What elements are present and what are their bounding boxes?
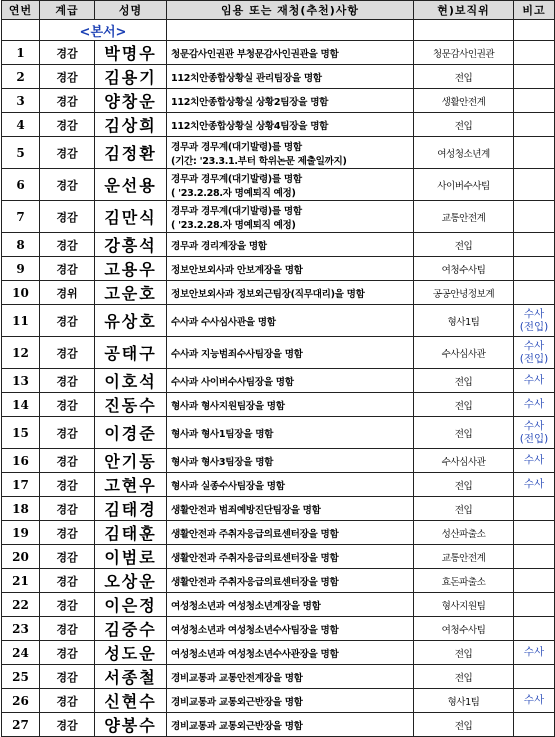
row-name: 신현수 xyxy=(95,689,167,713)
row-number: 1 xyxy=(2,41,40,65)
row-current-position: 수사심사관 xyxy=(414,449,514,473)
row-appointment xyxy=(167,281,414,305)
row-appointment xyxy=(167,369,414,393)
table-row xyxy=(2,257,555,281)
row-current-position: 여성청소년계 xyxy=(414,137,514,169)
row-current-position: 공공안녕정보계 xyxy=(414,281,514,305)
row-grade: 경감 xyxy=(40,689,95,713)
row-appointment xyxy=(167,65,414,89)
row-grade: 경감 xyxy=(40,593,95,617)
row-current-position: 교통안전계 xyxy=(414,545,514,569)
row-remark xyxy=(514,665,555,689)
row-remark xyxy=(514,569,555,593)
row-appointment xyxy=(167,169,414,201)
header-no: 연번 xyxy=(2,1,40,20)
row-grade: 경감 xyxy=(40,393,95,417)
row-name: 안기동 xyxy=(95,449,167,473)
row-number: 27 xyxy=(2,713,40,737)
row-appointment xyxy=(167,89,414,113)
row-remark xyxy=(514,593,555,617)
row-number: 7 xyxy=(2,201,40,233)
row-remark xyxy=(514,201,555,233)
row-appointment xyxy=(167,449,414,473)
row-number: 4 xyxy=(2,113,40,137)
row-number: 6 xyxy=(2,169,40,201)
appointment-line: 경무과 경무계(대기발령)를 명함 xyxy=(171,173,302,185)
row-name: 김상희 xyxy=(95,113,167,137)
table-row xyxy=(2,233,555,257)
remark-line: 수사 xyxy=(523,478,545,490)
row-appointment xyxy=(167,337,414,369)
row-name: 운선용 xyxy=(95,169,167,201)
row-number: 3 xyxy=(2,89,40,113)
row-grade: 경감 xyxy=(40,545,95,569)
remark-line: 수사 xyxy=(523,374,545,386)
row-name: 진동수 xyxy=(95,393,167,417)
row-remark xyxy=(514,617,555,641)
row-remark xyxy=(514,89,555,113)
row-appointment xyxy=(167,497,414,521)
row-grade: 경감 xyxy=(40,137,95,169)
table-row xyxy=(2,169,555,201)
row-appointment xyxy=(167,113,414,137)
row-current-position: 전입 xyxy=(414,665,514,689)
row-remark xyxy=(514,169,555,201)
appointment-line: 여성청소년과 여성청소년계장을 명함 xyxy=(171,600,321,612)
row-number: 15 xyxy=(2,417,40,449)
appointment-line: 형사과 형사1팀장을 명함 xyxy=(171,428,274,440)
row-current-position: 성산파출소 xyxy=(414,521,514,545)
row-grade: 경위 xyxy=(40,281,95,305)
section-row xyxy=(2,20,555,41)
row-appointment xyxy=(167,665,414,689)
row-grade: 경감 xyxy=(40,233,95,257)
row-name: 김만식 xyxy=(95,201,167,233)
table-row xyxy=(2,137,555,169)
row-remark xyxy=(514,233,555,257)
table-row xyxy=(2,593,555,617)
table-row xyxy=(2,545,555,569)
table-row xyxy=(2,281,555,305)
row-grade: 경감 xyxy=(40,417,95,449)
row-name: 김정환 xyxy=(95,137,167,169)
remark-line: 수사 xyxy=(523,454,545,466)
row-grade: 경감 xyxy=(40,41,95,65)
table-row xyxy=(2,641,555,665)
appointment-line: 청문감사인권관 부청문감사인권관을 명함 xyxy=(171,48,339,60)
row-number: 9 xyxy=(2,257,40,281)
remark-line: 수사 xyxy=(523,339,545,352)
row-number: 18 xyxy=(2,497,40,521)
row-grade: 경감 xyxy=(40,497,95,521)
row-current-position: 형사지원팀 xyxy=(414,593,514,617)
header-appointment: 임용 또는 재청(추천)사항 xyxy=(167,1,414,20)
row-current-position: 전입 xyxy=(414,369,514,393)
row-remark xyxy=(514,713,555,737)
table-row xyxy=(2,689,555,713)
table-row xyxy=(2,497,555,521)
row-appointment xyxy=(167,713,414,737)
row-number: 10 xyxy=(2,281,40,305)
row-remark xyxy=(514,257,555,281)
row-number: 17 xyxy=(2,473,40,497)
row-name: 공태구 xyxy=(95,337,167,369)
appointment-line: 형사과 형사지원팀장을 명함 xyxy=(171,400,285,412)
row-name: 김태경 xyxy=(95,497,167,521)
appointment-line: 112치안종합상황실 상황2팀장을 명함 xyxy=(171,96,329,108)
row-grade: 경감 xyxy=(40,569,95,593)
row-number: 14 xyxy=(2,393,40,417)
table-row xyxy=(2,449,555,473)
row-remark xyxy=(514,473,555,497)
header-name: 성명 xyxy=(95,1,167,20)
row-grade: 경감 xyxy=(40,713,95,737)
table-row xyxy=(2,369,555,393)
row-number: 8 xyxy=(2,233,40,257)
row-appointment xyxy=(167,641,414,665)
row-name: 김태훈 xyxy=(95,521,167,545)
row-number: 13 xyxy=(2,369,40,393)
row-name: 양창운 xyxy=(95,89,167,113)
row-number: 21 xyxy=(2,569,40,593)
row-current-position: 전입 xyxy=(414,417,514,449)
row-current-position: 효돈파출소 xyxy=(414,569,514,593)
appointment-line: 생활안전과 범죄예방진단팀장을 명함 xyxy=(171,504,321,516)
row-current-position: 사이버수사팀 xyxy=(414,169,514,201)
row-current-position: 청문감사인권관 xyxy=(414,41,514,65)
row-name: 이경준 xyxy=(95,417,167,449)
row-remark xyxy=(514,417,555,449)
row-grade: 경감 xyxy=(40,521,95,545)
row-remark xyxy=(514,305,555,337)
row-name: 성도운 xyxy=(95,641,167,665)
row-current-position: 형사1팀 xyxy=(414,305,514,337)
table-row xyxy=(2,201,555,233)
row-grade: 경감 xyxy=(40,617,95,641)
appointment-line: ( '23.2.28.자 명예퇴직 예정) xyxy=(171,187,296,199)
row-appointment xyxy=(167,233,414,257)
row-remark xyxy=(514,449,555,473)
row-name: 고용우 xyxy=(95,257,167,281)
row-appointment xyxy=(167,593,414,617)
appointment-line: 정보안보외사과 안보계장을 명함 xyxy=(171,264,303,276)
row-grade: 경감 xyxy=(40,65,95,89)
row-number: 22 xyxy=(2,593,40,617)
row-grade: 경감 xyxy=(40,369,95,393)
table-row xyxy=(2,569,555,593)
remark-line: (전입) xyxy=(519,320,549,333)
row-remark xyxy=(514,521,555,545)
row-remark xyxy=(514,641,555,665)
table-row xyxy=(2,337,555,369)
row-number: 2 xyxy=(2,65,40,89)
table-row xyxy=(2,665,555,689)
row-grade: 경감 xyxy=(40,113,95,137)
table-row xyxy=(2,473,555,497)
header-current-position: 현)보직위 xyxy=(414,1,514,20)
row-number: 23 xyxy=(2,617,40,641)
row-appointment xyxy=(167,257,414,281)
row-current-position: 생활안전계 xyxy=(414,89,514,113)
appointment-line: 생활안전과 주취자응급의료센터장을 명함 xyxy=(171,576,339,588)
appointment-line: 수사과 지능범죄수사팀장을 명함 xyxy=(171,348,303,360)
row-grade: 경감 xyxy=(40,337,95,369)
row-appointment xyxy=(167,617,414,641)
row-appointment xyxy=(167,417,414,449)
row-appointment xyxy=(167,393,414,417)
appointment-table xyxy=(1,0,555,737)
appointment-line: 생활안전과 주취자응급의료센터장을 명함 xyxy=(171,528,339,540)
table-row xyxy=(2,305,555,337)
row-number: 5 xyxy=(2,137,40,169)
appointment-line: 정보안보외사과 정보외근팀장(직무대리)을 명함 xyxy=(171,288,365,300)
row-current-position: 전입 xyxy=(414,713,514,737)
row-remark xyxy=(514,393,555,417)
row-remark xyxy=(514,41,555,65)
row-current-position: 전입 xyxy=(414,393,514,417)
appointment-line: 경비교통과 교통외근반장을 명함 xyxy=(171,720,303,732)
appointment-line: 형사과 실종수사팀장을 명함 xyxy=(171,480,285,492)
appointment-line: 경무과 경무계(대기발령)를 명함 xyxy=(171,205,302,217)
row-grade: 경감 xyxy=(40,257,95,281)
row-appointment xyxy=(167,689,414,713)
row-remark xyxy=(514,137,555,169)
row-remark xyxy=(514,113,555,137)
appointment-line: ( '23.2.28.자 명예퇴직 예정) xyxy=(171,219,296,231)
row-name: 서종철 xyxy=(95,665,167,689)
row-current-position: 전입 xyxy=(414,497,514,521)
row-name: 김용기 xyxy=(95,65,167,89)
row-name: 강흥석 xyxy=(95,233,167,257)
row-number: 25 xyxy=(2,665,40,689)
appointment-line: 수사과 사이버수사팀장을 명함 xyxy=(171,376,294,388)
remark-line: (전입) xyxy=(519,432,549,445)
row-name: 이호석 xyxy=(95,369,167,393)
row-grade: 경감 xyxy=(40,473,95,497)
row-appointment xyxy=(167,569,414,593)
appointment-line: 경무과 경리계장을 명함 xyxy=(171,240,267,252)
row-current-position: 형사1팀 xyxy=(414,689,514,713)
row-name: 오상운 xyxy=(95,569,167,593)
table-row xyxy=(2,41,555,65)
table-row xyxy=(2,713,555,737)
row-number: 11 xyxy=(2,305,40,337)
row-grade: 경감 xyxy=(40,449,95,473)
row-name: 박명우 xyxy=(95,41,167,65)
row-appointment xyxy=(167,521,414,545)
row-grade: 경감 xyxy=(40,665,95,689)
row-name: 양봉수 xyxy=(95,713,167,737)
row-current-position: 전입 xyxy=(414,233,514,257)
appointment-line: 생활안전과 주취자응급의료센터장을 명함 xyxy=(171,552,339,564)
row-remark xyxy=(514,497,555,521)
row-current-position: 전입 xyxy=(414,641,514,665)
row-grade: 경감 xyxy=(40,641,95,665)
remark-line: 수사 xyxy=(523,398,545,410)
row-grade: 경감 xyxy=(40,89,95,113)
table-row xyxy=(2,521,555,545)
row-name: 고운호 xyxy=(95,281,167,305)
row-remark xyxy=(514,65,555,89)
row-appointment xyxy=(167,473,414,497)
remark-line: 수사 xyxy=(523,694,545,706)
row-grade: 경감 xyxy=(40,201,95,233)
row-grade: 경감 xyxy=(40,305,95,337)
row-name: 이범로 xyxy=(95,545,167,569)
header-remark: 비고 xyxy=(514,1,555,20)
remark-line: (전입) xyxy=(519,352,549,365)
appointment-line: 형사과 형사3팀장을 명함 xyxy=(171,456,274,468)
row-name: 이은정 xyxy=(95,593,167,617)
table-row xyxy=(2,393,555,417)
appointment-line: 수사과 수사심사관을 명함 xyxy=(171,316,276,328)
remark-line: 수사 xyxy=(523,307,545,320)
row-current-position: 전입 xyxy=(414,113,514,137)
row-current-position: 여청수사팀 xyxy=(414,617,514,641)
row-remark xyxy=(514,545,555,569)
section-label: <본서> xyxy=(40,20,167,41)
row-name: 유상호 xyxy=(95,305,167,337)
row-number: 20 xyxy=(2,545,40,569)
table-row xyxy=(2,113,555,137)
appointment-line: 여성청소년과 여성청소년수사관장을 명함 xyxy=(171,648,339,660)
row-remark xyxy=(514,689,555,713)
table-row xyxy=(2,65,555,89)
row-number: 16 xyxy=(2,449,40,473)
row-current-position: 수사심사관 xyxy=(414,337,514,369)
appointment-line: 경비교통과 교통외근반장을 명함 xyxy=(171,696,303,708)
row-remark xyxy=(514,281,555,305)
row-current-position: 전입 xyxy=(414,473,514,497)
row-name: 고현우 xyxy=(95,473,167,497)
row-number: 19 xyxy=(2,521,40,545)
row-grade: 경감 xyxy=(40,169,95,201)
row-appointment xyxy=(167,545,414,569)
row-number: 24 xyxy=(2,641,40,665)
remark-line: 수사 xyxy=(523,646,545,658)
header-grade: 계급 xyxy=(40,1,95,20)
row-appointment xyxy=(167,41,414,65)
table-row xyxy=(2,89,555,113)
appointment-line: 112치안종합상황실 상황4팀장을 명함 xyxy=(171,120,329,132)
row-number: 12 xyxy=(2,337,40,369)
row-appointment xyxy=(167,137,414,169)
table-row xyxy=(2,617,555,641)
remark-line: 수사 xyxy=(523,419,545,432)
row-current-position: 교통안전계 xyxy=(414,201,514,233)
row-appointment xyxy=(167,201,414,233)
appointment-line: (기간: '23.3.1.부터 학위논문 제출일까지) xyxy=(171,155,347,167)
row-current-position: 전입 xyxy=(414,65,514,89)
table-row xyxy=(2,417,555,449)
row-name: 김중수 xyxy=(95,617,167,641)
appointment-line: 경무과 경무계(대기발령)를 명함 xyxy=(171,141,302,153)
row-remark xyxy=(514,337,555,369)
appointment-line: 여성청소년과 여성청소년수사팀장을 명함 xyxy=(171,624,339,636)
row-remark xyxy=(514,369,555,393)
row-current-position: 여청수사팀 xyxy=(414,257,514,281)
row-number: 26 xyxy=(2,689,40,713)
appointment-line: 경비교통과 교통안전계장을 명함 xyxy=(171,672,303,684)
appointment-line: 112치안종합상황실 관리팀장을 명함 xyxy=(171,72,322,84)
row-appointment xyxy=(167,305,414,337)
header-row xyxy=(2,1,555,20)
